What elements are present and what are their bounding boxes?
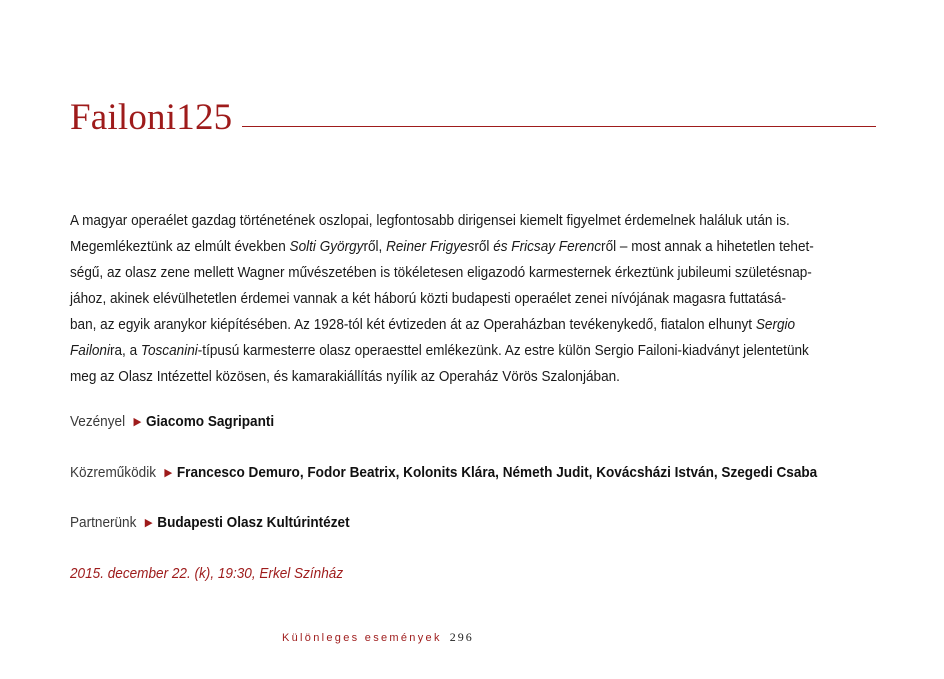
text-run: A magyar operaélet gazdag történetének oszlopai, legfontosabb dirigensei kiemelt figyelmet érdemelnek haláluk után is. xyxy=(70,213,790,229)
text-run: ségű, az olasz zene mellett Wagner művészetében is tökéletesen eligazodó karmesternek érkeztünk jubileumi születésnap- xyxy=(70,265,812,281)
paragraph-line xyxy=(70,312,823,338)
italic-name: Failoni xyxy=(70,343,110,359)
paragraph-line xyxy=(70,364,823,390)
event-date: 2015. december 22. (k), 19:30, Erkel Színház xyxy=(70,566,344,582)
italic-name: Solti György xyxy=(289,239,364,255)
footer-section-name: Különleges események xyxy=(282,632,442,644)
text-run: ban, az egyik aranykor kiépítésében. Az 1928-tól két évtizeden át az Operaházban tevékenykedő, fiatalon elhunyt xyxy=(70,317,756,333)
arrow-right-icon: ▶ xyxy=(164,467,173,479)
intro-paragraph xyxy=(70,208,823,390)
conductor-name: Giacomo Sagripanti xyxy=(145,414,275,430)
paragraph-line xyxy=(70,338,823,364)
text-run: jához, akinek elévülhetetlen érdemei vannak a két háború közti budapesti operaélet zenei nívójának magasra futtatásá- xyxy=(70,291,787,307)
conductor-row xyxy=(70,412,274,433)
performers-label: Közreműködik xyxy=(70,465,156,481)
performers-names: Francesco Demuro, Fodor Beatrix, Kolonits Klára, Németh Judit, Kovácsházi István, Szegedi Csaba xyxy=(176,465,818,481)
paragraph-line xyxy=(70,286,823,312)
partner-label: Partnerünk xyxy=(70,515,137,531)
performers-row xyxy=(70,463,817,484)
text-run: ről xyxy=(474,239,494,255)
title-rule xyxy=(242,126,876,127)
text-run: ről, xyxy=(363,239,387,255)
partner-row xyxy=(70,513,350,534)
paragraph-line xyxy=(70,234,823,260)
arrow-right-icon: ▶ xyxy=(144,517,153,529)
page-number: 296 xyxy=(449,630,474,644)
conductor-label: Vezényel xyxy=(70,414,126,430)
paragraph-line xyxy=(70,208,823,234)
italic-name: és Fricsay Ferenc xyxy=(493,239,602,255)
text-run: ről – most annak a hihetetlen tehet- xyxy=(601,239,814,255)
italic-name: Sergio xyxy=(755,317,796,333)
arrow-right-icon: ▶ xyxy=(133,416,142,428)
italic-name: Toscanini xyxy=(140,343,198,359)
text-run: meg az Olasz Intézettel közösen, és kamarakiállítás nyílik az Operaház Vörös Szalonjában. xyxy=(70,369,620,385)
text-run: ra, a xyxy=(109,343,141,359)
text-run: Megemlékeztünk az elmúlt években xyxy=(70,239,290,255)
italic-name: Reiner Frigyes xyxy=(386,239,475,255)
partner-name: Budapesti Olasz Kultúrintézet xyxy=(157,515,350,531)
title-row xyxy=(70,92,876,136)
page-footer xyxy=(282,630,474,645)
page-title: Failoni125 xyxy=(70,97,233,138)
paragraph-line xyxy=(70,260,823,286)
text-run: -típusú karmesterre olasz operaesttel emlékezünk. Az estre külön Sergio Failoni-kiadványt jelentetünk xyxy=(197,343,809,359)
